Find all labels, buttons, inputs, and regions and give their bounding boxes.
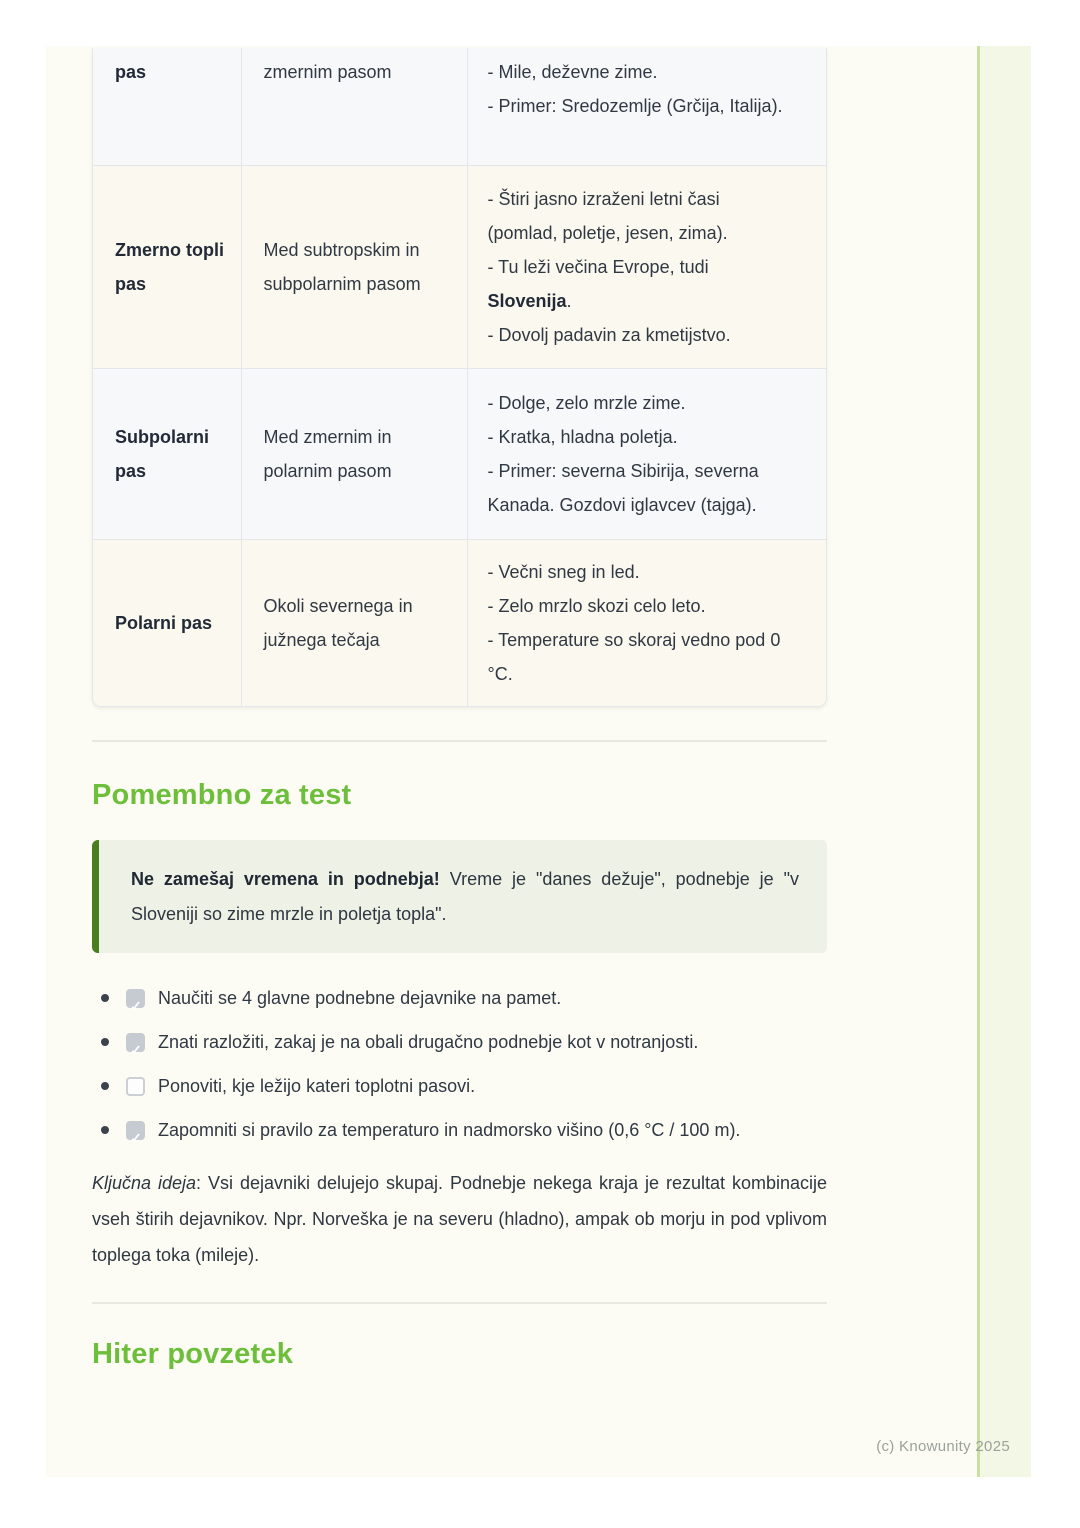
- copyright-notice: (c) Knowunity 2025: [876, 1438, 1010, 1455]
- feature-line: - Kratka, hladna poletja.: [487, 426, 678, 447]
- feature-line: - Večni sneg in led.: [487, 561, 640, 582]
- quick-summary-heading: Hiter povzetek: [92, 1338, 294, 1370]
- features-cell: [467, 48, 827, 165]
- zone-cell: Zmerno topli pas: [93, 165, 241, 368]
- warning-callout: [92, 840, 827, 953]
- feature-line: - Štiri jasno izraženi letni časi (pomlad, poletje, jesen, zima).: [487, 188, 728, 243]
- zone-cell: Subpolarni pas: [93, 368, 241, 539]
- bullet-icon: [101, 1082, 109, 1090]
- key-idea-paragraph: [92, 1165, 827, 1273]
- checkbox-icon: [126, 1033, 145, 1052]
- study-checklist: [92, 981, 827, 1147]
- table-row: [93, 48, 827, 165]
- callout-bold-text: Ne zamešaj vremena in podnebja!: [131, 869, 440, 889]
- features-cell: [467, 368, 827, 539]
- table-row: [93, 165, 827, 368]
- checklist-label: Znati razložiti, zakaj je na obali drugačno podnebje kot v notranjosti.: [158, 1032, 699, 1052]
- checklist-label: Zapomniti si pravilo za temperaturo in nadmorsko višino (0,6 °C / 100 m).: [158, 1120, 741, 1140]
- position-cell: Okoli severnega in južnega tečaja: [241, 539, 467, 706]
- checkbox-icon: [126, 989, 145, 1008]
- checklist-label: Naučiti se 4 glavne podnebne dejavnike na pamet.: [158, 988, 562, 1008]
- table-row: [93, 539, 827, 706]
- table-row: [93, 368, 827, 539]
- checkbox-icon: [126, 1121, 145, 1140]
- feature-line: - Dovolj padavin za kmetijstvo.: [487, 324, 731, 345]
- feature-line: - Primer: Sredozemlje (Grčija, Italija).: [487, 96, 783, 116]
- document-page: [46, 46, 1031, 1477]
- list-item: [92, 1069, 827, 1103]
- zone-cell: pas: [93, 48, 241, 165]
- callout-text: Vreme je "danes dežuje", podnebje je "v Sloveniji so zime mrzle in poletja topla".: [131, 869, 799, 924]
- list-item: [92, 981, 827, 1015]
- feature-line: - Tu leži večina Evrope, tudi Slovenija.: [487, 256, 709, 311]
- climate-zones-table: [92, 48, 827, 707]
- important-for-test-heading: Pomembno za test: [92, 779, 352, 811]
- key-idea-lead: Ključna ideja: [92, 1173, 197, 1193]
- bullet-icon: [101, 994, 109, 1002]
- checkbox-icon: [126, 1077, 145, 1096]
- feature-line: - Zelo mrzlo skozi celo leto.: [487, 595, 706, 616]
- features-cell: [467, 539, 827, 706]
- feature-line: - Mile, deževne zime.: [487, 62, 658, 82]
- feature-line: - Primer: severna Sibirija, severna Kanada. Gozdovi iglavcev (tajga).: [487, 460, 759, 515]
- position-cell: zmernim pasom: [241, 48, 467, 165]
- feature-line: - Temperature so skoraj vedno pod 0 °C.: [487, 629, 781, 684]
- section-divider: [92, 1302, 827, 1304]
- page-content: [92, 46, 827, 1371]
- checklist-label: Ponoviti, kje ležijo kateri toplotni pasovi.: [158, 1076, 476, 1096]
- zone-cell: Polarni pas: [93, 539, 241, 706]
- bullet-icon: [101, 1038, 109, 1046]
- page-side-strip: [977, 46, 1031, 1477]
- list-item: [92, 1025, 827, 1059]
- feature-line: - Dolge, zelo mrzle zime.: [487, 392, 686, 413]
- bullet-icon: [101, 1126, 109, 1134]
- key-idea-text: : Vsi dejavniki delujejo skupaj. Podnebje nekega kraja je rezultat kombinacije vseh štirih dejavnikov. Npr. Norveška je na severu (hladno), ampak ob morju in pod vplivom toplega toka (mileje).: [92, 1173, 827, 1265]
- features-cell: [467, 165, 827, 368]
- position-cell: Med subtropskim in subpolarnim pasom: [241, 165, 467, 368]
- list-item: [92, 1113, 827, 1147]
- position-cell: Med zmernim in polarnim pasom: [241, 368, 467, 539]
- section-divider: [92, 740, 827, 742]
